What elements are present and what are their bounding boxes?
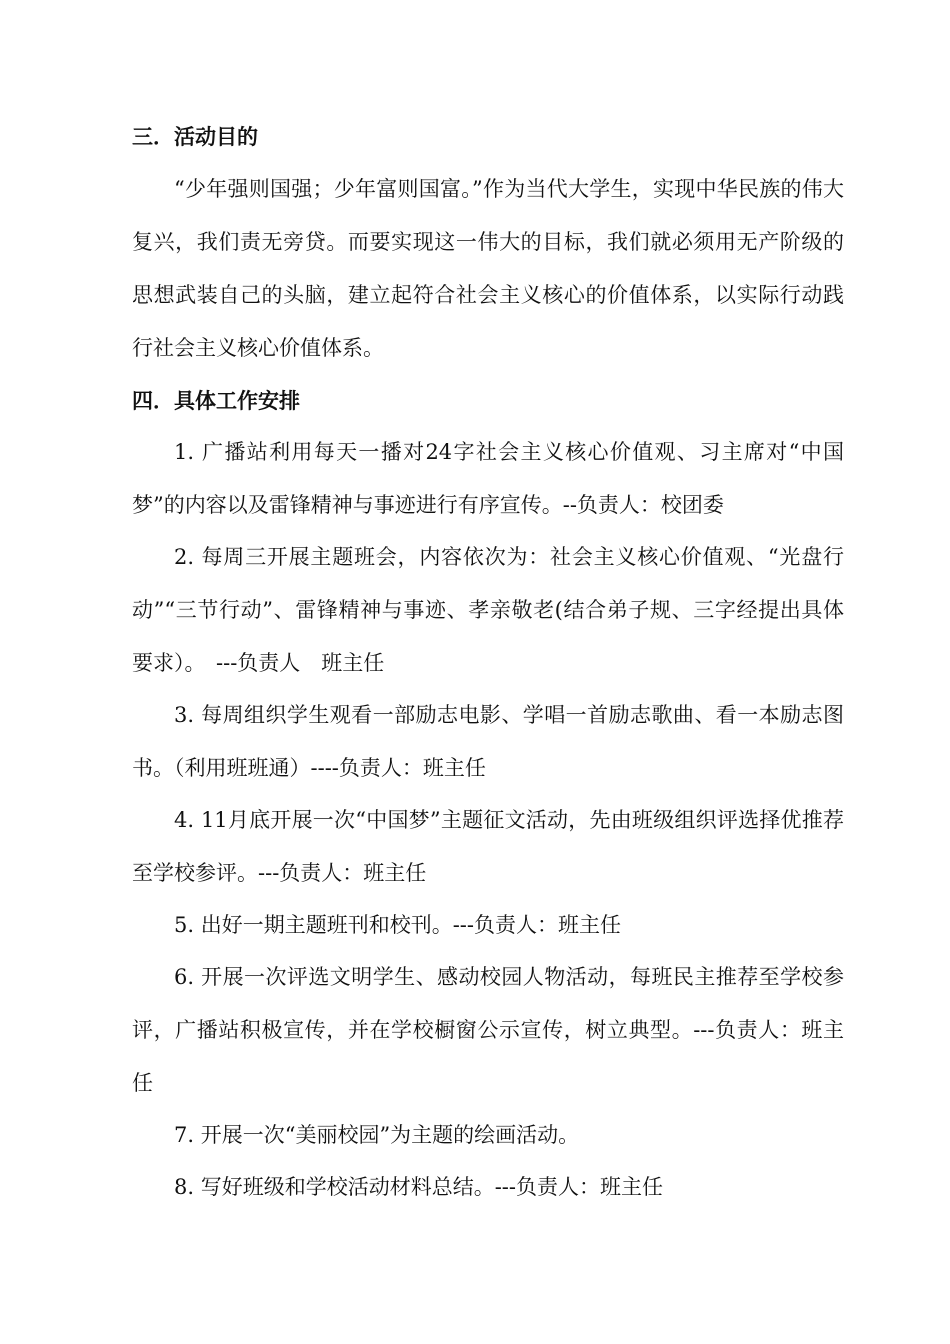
- arrangement-item-4: 4. 11月底开展一次“中国梦”主题征文活动，先由班级组织评选择优推荐至学校参评。---负责人：班主任: [132, 808, 844, 885]
- purpose-paragraph: “少年强则国强；少年富则国富。”作为当代大学生，实现中华民族的伟大复兴，我们责无旁贷。而要实现这一伟大的目标，我们就必须用无产阶级的思想武装自己的头脑，建立起符合社会主义核心的价值体系，以实际行动践行社会主义核心价值体系。: [132, 177, 844, 360]
- arrangement-item-6: 6. 开展一次评选文明学生、感动校园人物活动，每班民主推荐至学校参评，广播站积极宣传，并在学校橱窗公示宣传，树立典型。---负责人：班主任: [132, 965, 844, 1095]
- section-heading-purpose: 三．活动目的: [132, 124, 258, 149]
- arrangement-item-2: 2. 每周三开展主题班会，内容依次为：社会主义核心价值观、“光盘行动”“三节行动”、雷锋精神与事迹、孝亲敬老(结合弟子规、三字经提出具体要求）。 ---负责人 班主任: [132, 545, 844, 675]
- arrangement-item-3: 3. 每周组织学生观看一部励志电影、学唱一首励志歌曲、看一本励志图书。（利用班班通）----负责人：班主任: [132, 703, 844, 780]
- arrangement-item-7: 7. 开展一次“美丽校园”为主题的绘画活动。: [174, 1123, 580, 1147]
- section-heading-arrangements: 四．具体工作安排: [132, 388, 300, 413]
- arrangement-item-8: 8. 写好班级和学校活动材料总结。---负责人：班主任: [174, 1175, 663, 1199]
- arrangement-item-5: 5. 出好一期主题班刊和校刊。---负责人：班主任: [174, 913, 621, 937]
- arrangement-item-1: 1. 广播站利用每天一播对24字社会主义核心价值观、习主席对“中国梦”的内容以及雷锋精神与事迹进行有序宣传。--负责人：校团委: [132, 440, 844, 517]
